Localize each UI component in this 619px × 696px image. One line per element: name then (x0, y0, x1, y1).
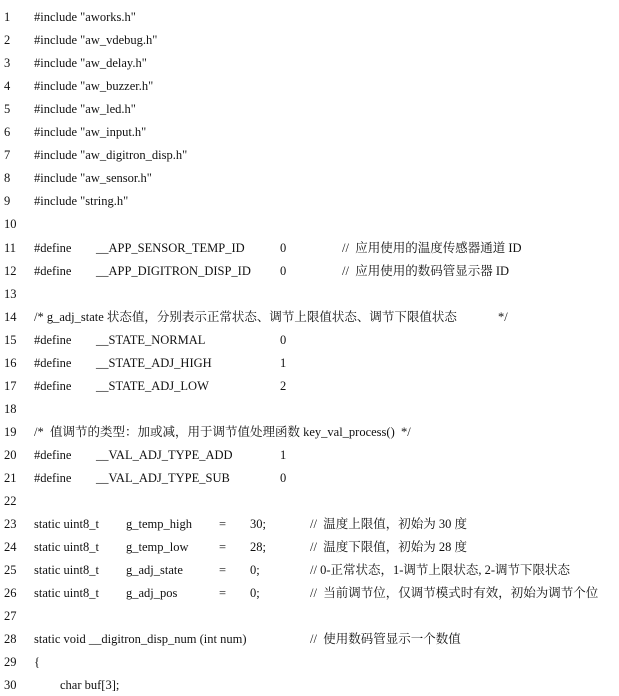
code-line (0, 536, 619, 558)
line-number: 22 (4, 494, 17, 509)
code-segment: static uint8_t (34, 517, 99, 532)
code-segment: #define (34, 447, 72, 462)
code-segment: __VAL_ADJ_TYPE_ADD (96, 447, 233, 462)
code-line (0, 283, 619, 305)
code-line (0, 98, 619, 120)
code-segment: // 温度上限值，初始为 30 度 (310, 517, 467, 532)
line-number: 18 (4, 401, 17, 416)
code-segment: __APP_SENSOR_TEMP_ID (96, 240, 245, 255)
code-segment: #include "aw_led.h" (34, 102, 136, 117)
line-number: 21 (4, 471, 17, 485)
code-segment: // 应用使用的数码管显示器 ID (342, 263, 510, 278)
line-number: 24 (4, 540, 17, 555)
code-segment: #define (34, 240, 72, 255)
line-number: 1 (4, 10, 11, 24)
code-segment: __STATE_NORMAL (96, 332, 206, 347)
code-line (0, 421, 619, 443)
line-number: 15 (4, 332, 17, 347)
code-segment: #define (34, 355, 72, 370)
code-segment: g_adj_pos (126, 586, 178, 601)
code-segment: char buf[3]; (60, 678, 120, 693)
code-line (0, 467, 619, 489)
line-number: 17 (4, 378, 17, 393)
line-number: 9 (4, 194, 11, 209)
code-segment: // 0-正常状态，1-调节上限状态, 2-调节下限状态 (310, 563, 571, 578)
code-line (0, 513, 619, 535)
line-number: 13 (4, 286, 17, 301)
code-segment: = (219, 517, 227, 532)
line-number: 11 (4, 240, 17, 255)
code-segment: // 温度下限值，初始为 28 度 (310, 540, 467, 555)
code-segment: /* 值调节的类型：加或减，用于调节值处理函数 key_val_process() */ (34, 424, 411, 439)
code-line (0, 352, 619, 374)
code-line (0, 190, 619, 212)
code-line (0, 605, 619, 627)
code-segment: #include "string.h" (34, 194, 129, 209)
code-segment: __VAL_ADJ_TYPE_SUB (96, 471, 230, 485)
code-segment: #include "aw_digitron_disp.h" (34, 148, 188, 163)
code-segment: // 使用数码管显示一个数值 (310, 632, 461, 647)
code-line (0, 444, 619, 466)
code-segment: static uint8_t (34, 563, 99, 578)
code-segment: 0 (280, 332, 287, 347)
code-segment: __STATE_ADJ_LOW (96, 378, 209, 393)
line-number: 27 (4, 609, 17, 624)
line-number: 8 (4, 171, 11, 186)
line-number: 14 (4, 309, 17, 324)
code-segment: #define (34, 471, 72, 485)
code-segment: __STATE_ADJ_HIGH (96, 355, 212, 370)
code-segment: 0 (280, 471, 287, 485)
code-segment: #include "aworks.h" (34, 10, 136, 24)
code-segment: #define (34, 263, 72, 278)
code-segment: = (219, 540, 227, 555)
code-segment: #define (34, 332, 72, 347)
line-number: 5 (4, 102, 11, 117)
line-number: 2 (4, 33, 11, 48)
code-segment: 28; (250, 540, 266, 555)
code-line (0, 237, 619, 259)
code-line (0, 29, 619, 51)
code-segment: 0; (250, 586, 260, 601)
code-line (0, 121, 619, 143)
line-number: 28 (4, 632, 17, 647)
line-number: 7 (4, 148, 11, 163)
line-number: 12 (4, 263, 17, 278)
code-segment: g_temp_low (126, 540, 189, 555)
code-segment: #include "aw_delay.h" (34, 56, 147, 71)
code-line (0, 559, 619, 581)
code-line (0, 6, 619, 28)
code-line (0, 490, 619, 512)
code-line (0, 329, 619, 351)
line-number: 23 (4, 517, 17, 532)
line-number: 6 (4, 125, 11, 140)
line-number: 16 (4, 355, 17, 370)
code-segment: static uint8_t (34, 540, 99, 555)
code-line (0, 75, 619, 97)
code-segment: 1 (280, 447, 287, 462)
code-segment: 1 (280, 355, 287, 370)
code-line (0, 52, 619, 74)
line-number: 26 (4, 586, 17, 601)
code-segment: 30; (250, 517, 266, 532)
code-line (0, 213, 619, 235)
line-number: 3 (4, 56, 11, 71)
code-line (0, 144, 619, 166)
code-segment: #include "aw_buzzer.h" (34, 79, 154, 94)
code-line (0, 582, 619, 604)
line-number: 10 (4, 217, 17, 232)
code-line (0, 306, 619, 328)
code-line (0, 651, 619, 673)
code-segment: // 当前调节位，仅调节模式时有效，初始为调节个位 (310, 586, 599, 601)
code-segment: #include "aw_vdebug.h" (34, 33, 158, 48)
line-number: 29 (4, 655, 17, 670)
code-line (0, 260, 619, 282)
code-segment: // 应用使用的温度传感器通道 ID (342, 240, 522, 255)
line-number: 25 (4, 563, 17, 578)
code-line (0, 375, 619, 397)
code-segment: g_adj_state (126, 563, 183, 578)
code-segment: = (219, 563, 227, 578)
code-line (0, 628, 619, 650)
code-segment: 0; (250, 563, 260, 578)
line-number: 19 (4, 424, 17, 439)
code-segment: #define (34, 378, 72, 393)
code-segment: #include "aw_input.h" (34, 125, 147, 140)
code-line (0, 674, 619, 696)
code-segment: */ (498, 309, 508, 324)
line-number: 20 (4, 447, 17, 462)
code-segment: g_temp_high (126, 517, 192, 532)
code-segment: = (219, 586, 227, 601)
code-segment: static void __digitron_disp_num (int num) (34, 632, 247, 647)
line-number: 4 (4, 79, 11, 94)
line-number: 30 (4, 678, 17, 693)
code-segment: #include "aw_sensor.h" (34, 171, 152, 186)
code-segment: 0 (280, 240, 287, 255)
code-segment: /* g_adj_state 状态值，分别表示正常状态、调节上限值状态、调节下限值状态 (34, 309, 457, 324)
code-line (0, 398, 619, 420)
code-segment: __APP_DIGITRON_DISP_ID (96, 263, 251, 278)
code-segment: { (34, 655, 40, 670)
code-segment: 2 (280, 378, 287, 393)
code-segment: 0 (280, 263, 287, 278)
code-line (0, 167, 619, 189)
code-segment: static uint8_t (34, 586, 99, 601)
